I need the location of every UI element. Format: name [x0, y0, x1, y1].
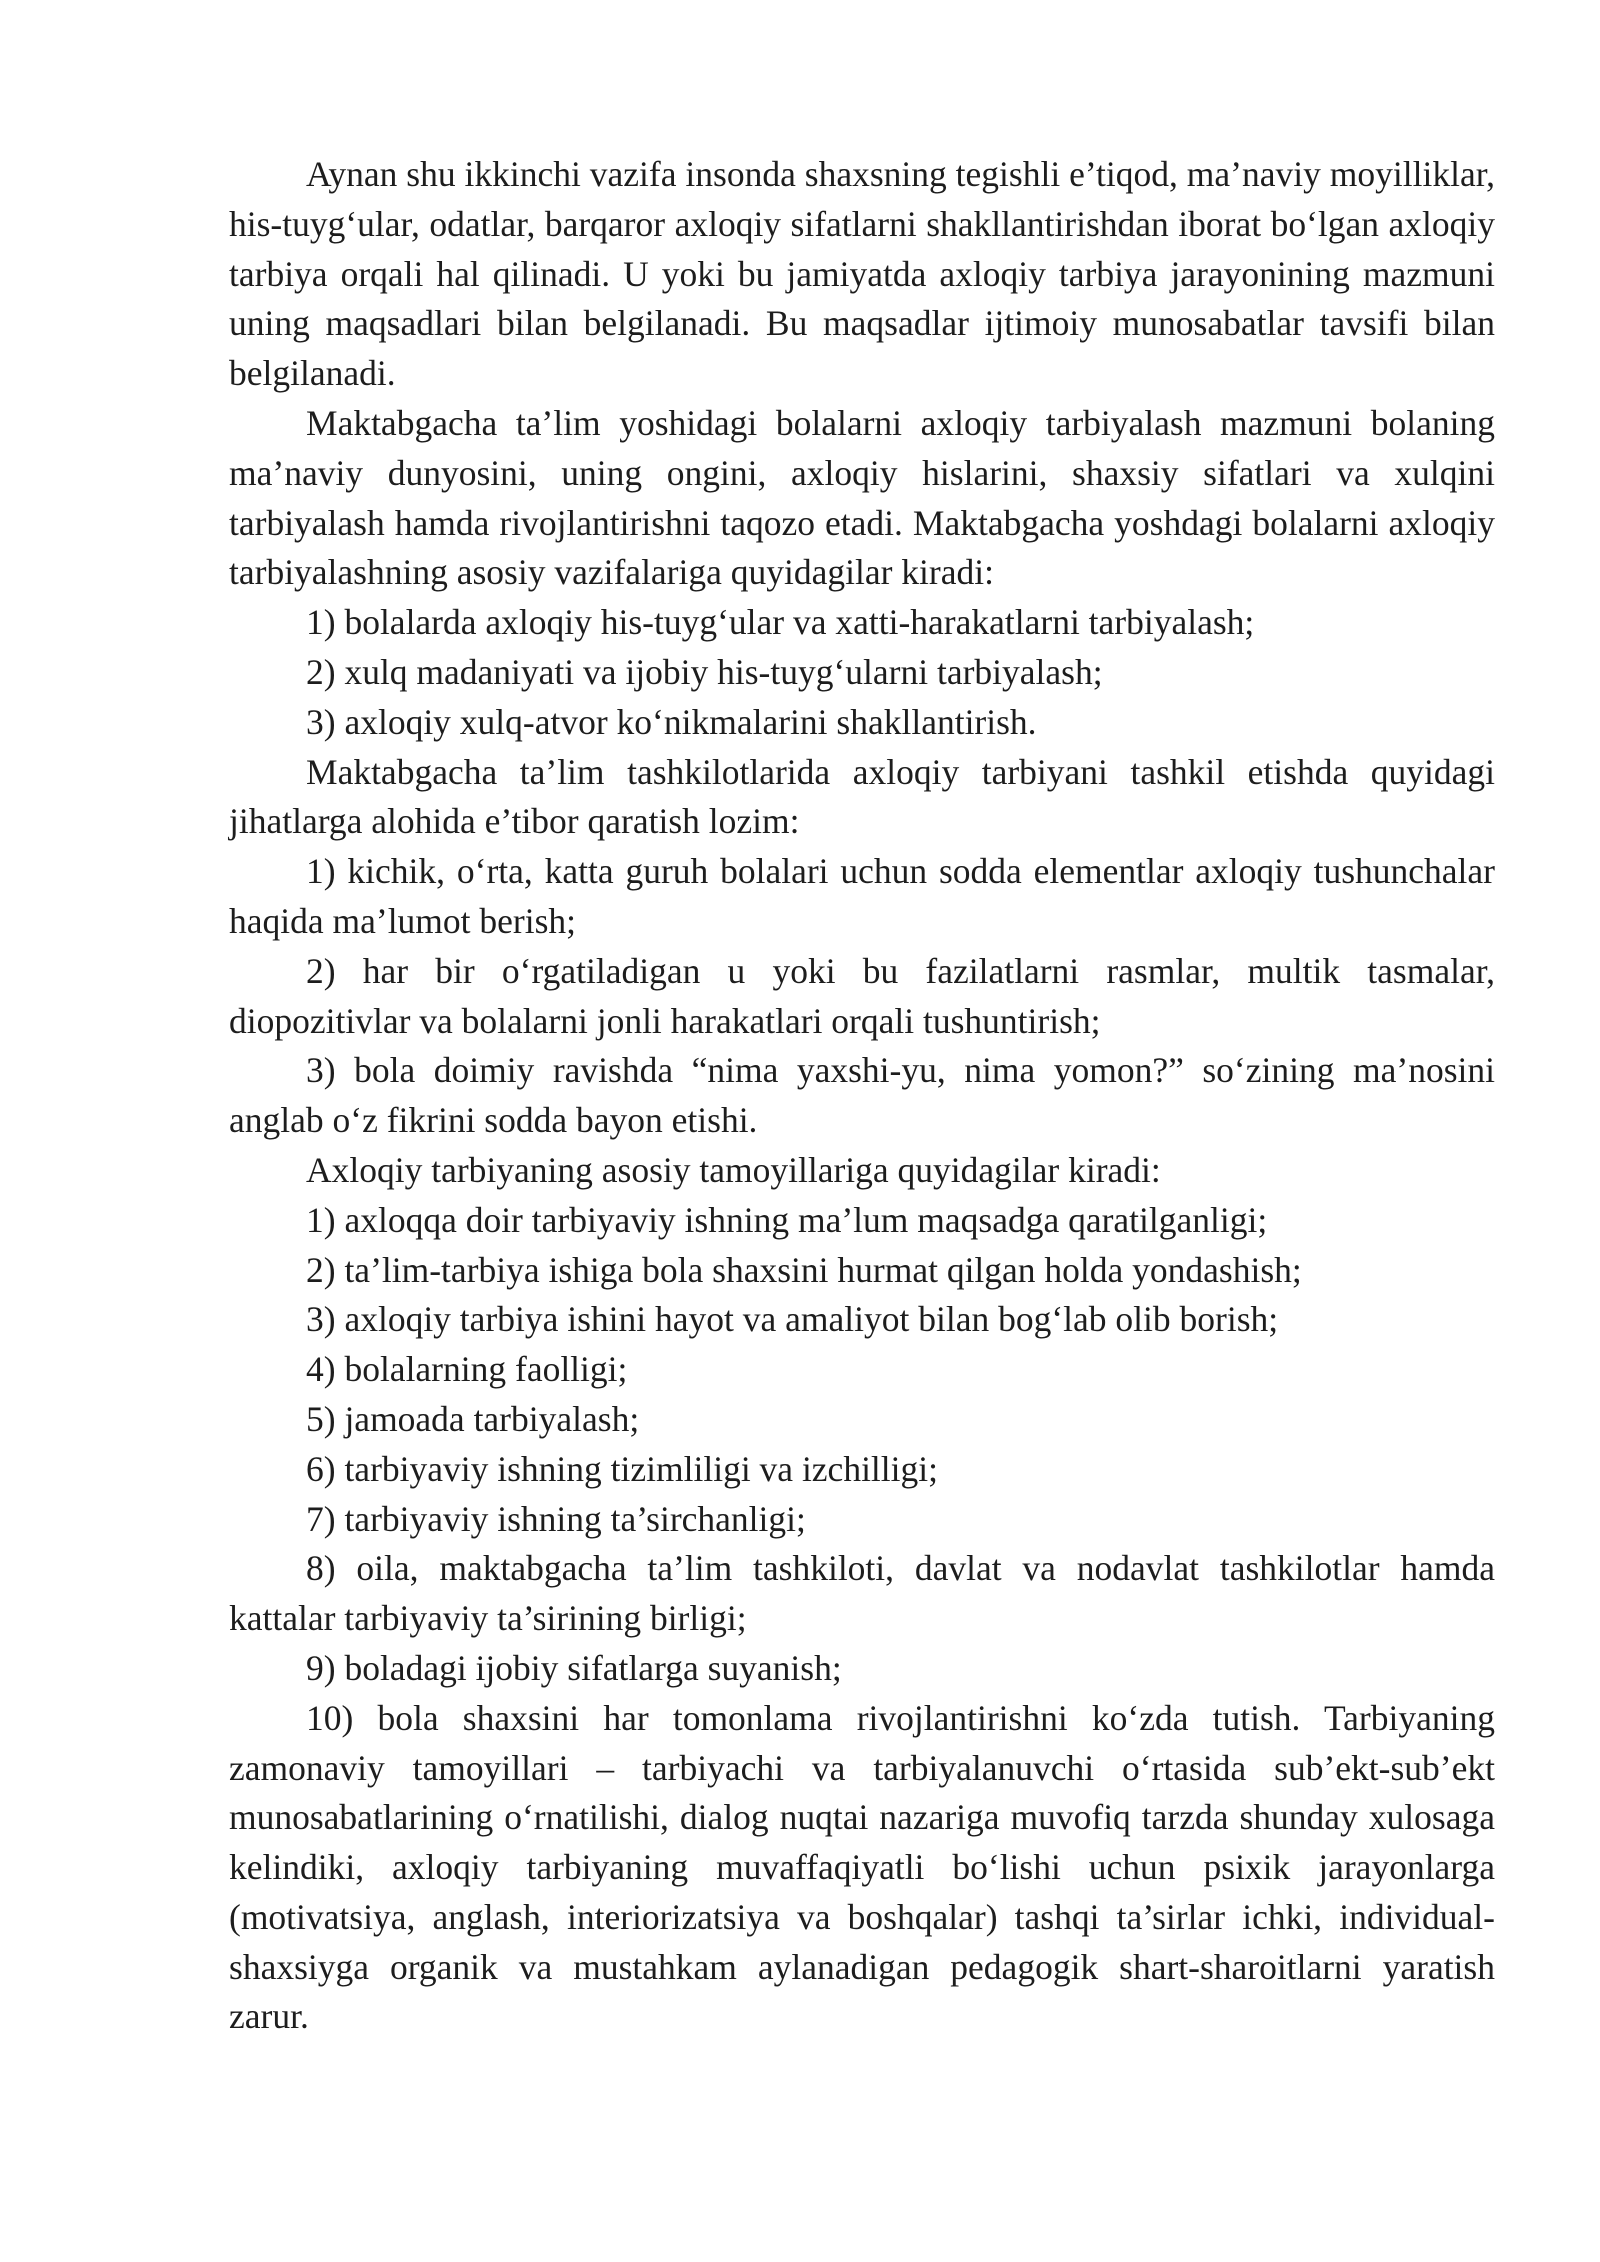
list-item-principle-5: 5) jamoada tarbiyalash; — [306, 1398, 640, 1439]
list-item-principle-7: 7) tarbiyaviy ishning ta’sirchanligi; — [306, 1498, 806, 1539]
list-item-principle-10: 10) bola shaxsini har tomonlama rivojlantirishni ko‘zda tutish. Tarbiyaning zamonaviy tamoyillari – tarbiyachi va tarbiyalanuvchi o‘rtasida sub’ekt-sub’ekt munosabatlarining o‘rnatilishi, dialog nuqtai nazariga muvofiq tarzda shunday xulosaga kelindiki, axloqiy tarbiyaning muvaffaqiyatli bo‘lishi uchun psixik jarayonlarga (motivatsiya, anglash, interiorizatsiya va boshqalar) tashqi ta’sirlar ichki, individual-shaxsiyga organik va mustahkam aylanadigan pedagogik shart-sharoitlarni yaratish zarur. — [229, 1697, 1495, 2037]
list-item-task-2: 2) xulq madaniyati va ijobiy his-tuyg‘ularni tarbiyalash; — [306, 651, 1103, 692]
paragraph-content: Maktabgacha ta’lim yoshidagi bolalarni axloqiy tarbiyalash mazmuni bolaning ma’naviy dunyosini, uning ongini, axloqiy hislarini, shaxsiy sifatlari va xulqini tarbiyalash hamda rivojlantirishni taqozo etadi. Maktabgacha yoshdagi bolalarni axloqiy tarbiyalashning asosiy vazifalariga quyidagilar kiradi: — [229, 402, 1495, 593]
list-item-aspect-1: 1) kichik, o‘rta, katta guruh bolalari uchun sodda elementlar axloqiy tushunchalar haqida ma’lumot berish; — [229, 851, 1495, 941]
paragraph-intro: Aynan shu ikkinchi vazifa insonda shaxsning tegishli e’tiqod, ma’naviy moyilliklar, his-tuyg‘ular, odatlar, barqaror axloqiy sifatlarni shakllantirishdan iborat bo‘lgan axloqiy tarbiya orqali hal qilinadi. U yoki bu jamiyatda axloqiy tarbiya jarayonining mazmuni uning maqsadlari bilan belgilanadi. Bu maqsadlar ijtimoiy munosabatlar tavsifi bilan belgilanadi. — [229, 154, 1495, 394]
list-item-task-1: 1) bolalarda axloqiy his-tuyg‘ular va xatti-harakatlarni tarbiyalash; — [306, 602, 1255, 643]
list-item-aspect-3: 3) bola doimiy ravishda “nima yaxshi-yu, nima yomon?” so‘zining ma’nosini anglab o‘z fikrini sodda bayon etishi. — [229, 1050, 1495, 1141]
paragraph-attention: Maktabgacha ta’lim tashkilotlarida axloqiy tarbiyani tashkil etishda quyidagi jihatlarga alohida e’tibor qaratish lozim: — [229, 751, 1495, 842]
list-item-principle-2: 2) ta’lim-tarbiya ishiga bola shaxsini hurmat qilgan holda yondashish; — [306, 1249, 1302, 1290]
list-item-principle-4: 4) bolalarning faolligi; — [306, 1349, 628, 1390]
list-item-principle-6: 6) tarbiyaviy ishning tizimliligi va izchilligi; — [306, 1448, 938, 1489]
paragraph-principles: Axloqiy tarbiyaning asosiy tamoyillariga quyidagilar kiradi: — [306, 1149, 1161, 1190]
list-item-task-3: 3) axloqiy xulq-atvor ko‘nikmalarini shakllantirish. — [306, 701, 1037, 742]
list-item-principle-9: 9) boladagi ijobiy sifatlarga suyanish; — [306, 1647, 842, 1688]
list-item-principle-1: 1) axloqqa doir tarbiyaviy ishning ma’lum maqsadga qaratilganligi; — [306, 1199, 1268, 1240]
list-item-aspect-2: 2) har bir o‘rgatiladigan u yoki bu fazilatlarni rasmlar, multik tasmalar, diopozitivlar va bolalarni jonli harakatlari orqali tushuntirish; — [229, 950, 1495, 1041]
list-item-principle-8: 8) oila, maktabgacha ta’lim tashkiloti, davlat va nodavlat tashkilotlar hamda kattalar tarbiyaviy ta’sirining birligi; — [229, 1548, 1495, 1639]
list-item-principle-3: 3) axloqiy tarbiya ishini hayot va amaliyot bilan bog‘lab olib borish; — [306, 1299, 1279, 1340]
document-page — [229, 150, 1495, 2042]
